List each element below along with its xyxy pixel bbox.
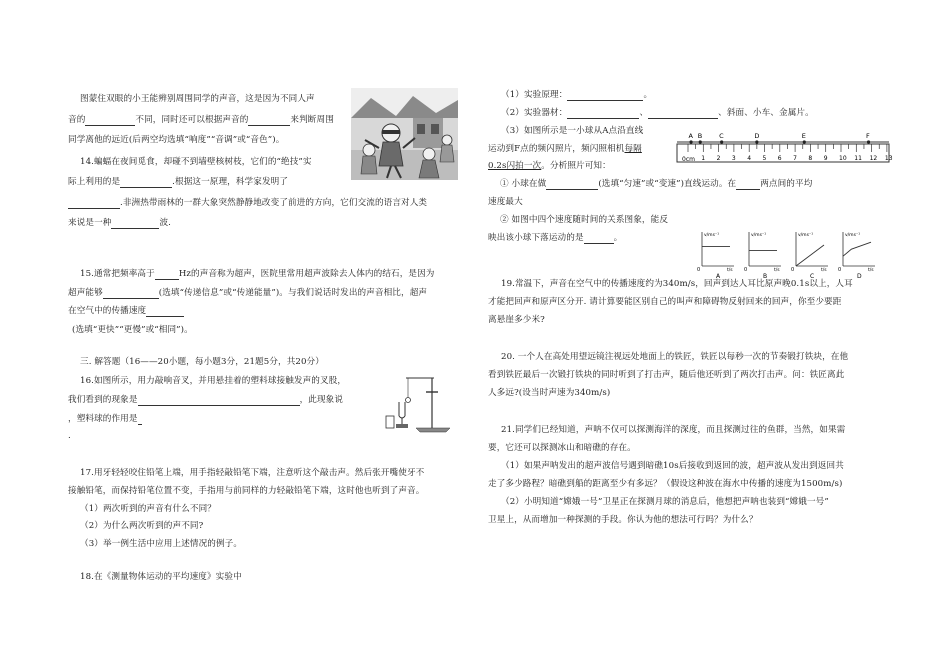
ruler-tick-label: 1 xyxy=(701,155,706,162)
q15-line2: 超声能够 (选填“传递信息”或“传递能量”)。与我们说话时发出的声音相比，超声 xyxy=(68,288,428,298)
strobe-point xyxy=(689,140,692,143)
q18-c2-line2: 映出该小球下落运动的是 。 xyxy=(488,233,623,243)
strobe-point-label: A xyxy=(688,132,694,140)
q14-blank3[interactable] xyxy=(111,218,159,229)
q18-equip-blank2[interactable] xyxy=(648,108,718,119)
vt-ylabel: v/ms⁻¹ xyxy=(798,233,814,238)
ruler-tick-label: 9 xyxy=(823,155,828,162)
q14-line4: 来说是一种 波. xyxy=(68,218,172,228)
section-3-heading: 三. 解答题（16——20小题，每小题3分，21题5分，共20分） xyxy=(80,357,324,367)
q21-sub2-line2: 卫星上，从而增加一种探测的手段。你认为他的想法可行吗？为什么？ xyxy=(488,515,758,525)
vt-ylabel: v/ms⁻¹ xyxy=(845,233,861,238)
q14-line1: 14.蝙蝠在夜间觅食，却碰不到墙壁核树枝，它们的“绝技”实 xyxy=(80,157,312,167)
strobe-point xyxy=(755,140,758,143)
q17-line2: 接触铅笔，而保持铅笔位置不变，手指用与前同样的力轻敲铅笔下端，这时他也听到了声音。 xyxy=(68,486,425,496)
vt-origin: 0 xyxy=(744,267,748,273)
vt-letter: C xyxy=(810,273,815,280)
q16-line1: 16.如图所示，用力敲响音叉，并用悬挂着的塑料球接触发声的叉股， xyxy=(80,376,347,386)
velocity-time-graphs xyxy=(694,222,884,280)
strobe-photo-ruler xyxy=(676,130,893,166)
q16-line2: 我们看到的现象是 ，此现象说 xyxy=(68,395,344,405)
q18-graph-blank[interactable] xyxy=(584,233,614,244)
q20-line3: 人多远?(设当时声速为340m/s) xyxy=(488,388,611,398)
ruler-tick-label: 5 xyxy=(762,155,767,162)
ruler-tick-label: 4 xyxy=(747,155,752,162)
ruler-tick-label: 11 xyxy=(854,155,862,162)
q18-part2: （2）实验器材： 、 、斜面、小车、金属片。 xyxy=(501,108,814,118)
strobe-point xyxy=(803,140,806,143)
ruler-tick-label: 10 xyxy=(839,155,847,162)
q17-sub3: （3）举一例生活中应用上述情况的例子。 xyxy=(80,539,243,549)
q18-heading: 18.在《测量物体运动的平均速度》实验中 xyxy=(80,572,242,582)
q17-sub1: （1）两次听到的声音有什么不同？ xyxy=(80,504,216,514)
vt-letter: A xyxy=(716,273,721,280)
q18-part3-line1: （3）如图所示是一小球从A点沿直线 xyxy=(501,126,644,136)
vt-origin: 0 xyxy=(697,267,701,273)
ruler-tick-label: 8 xyxy=(808,155,813,162)
q16-blank1[interactable] xyxy=(138,395,300,406)
vt-xlabel: t/s xyxy=(774,268,780,273)
q21-line1: 21.同学们已经知道，声呐不仅可以探测海洋的深度，而且探测过往的鱼群，当然，如果需 xyxy=(501,425,846,435)
q18-c1-line2: 速度最大 xyxy=(488,197,523,207)
tuning-fork-apparatus-figure xyxy=(378,372,454,434)
q18-part3-line2: 运动到F点的频闪照片，频闪照相机每隔 xyxy=(488,144,642,154)
ruler-unit-label: 0cm xyxy=(682,156,695,163)
q13-blank1[interactable] xyxy=(85,115,135,126)
q14-line3: .非洲热带雨林的一群大象突然静静地改变了前进的方向，它们交流的语言对人类 xyxy=(68,197,427,209)
vt-line xyxy=(843,242,871,256)
ruler-tick-label: 12 xyxy=(869,155,878,162)
q13-line2: 音的 不同，同时还可以根据声音的 来判断周围 xyxy=(68,115,334,125)
q18-points-blank[interactable] xyxy=(736,179,760,190)
q17-line1: 17.用牙轻轻咬住铅笔上端，用手指轻敲铅笔下端，注意听这个敲击声。然后张开嘴使牙不 xyxy=(80,468,425,478)
strobe-point xyxy=(867,140,870,143)
q15-blank2[interactable] xyxy=(103,288,159,299)
strobe-point-label: F xyxy=(866,132,870,140)
q18-motion-blank[interactable] xyxy=(546,179,598,190)
vt-graph-D xyxy=(838,232,875,280)
q19-line3: 离悬崖多少米? xyxy=(488,315,545,325)
vt-graph-A xyxy=(697,232,734,280)
q13-line1: 图蒙住双眼的小王能辨别周围同学的声音，这是因为不同人声 xyxy=(80,94,315,104)
q20-line1: 20. 一个人在高处用望远镜注视远处地面上的铁匠，铁匠以每秒一次的节奏锻打铁块，在他 xyxy=(501,352,849,362)
vt-ylabel: v/ms⁻¹ xyxy=(751,233,767,238)
q15-line3: 在空气中的传播速度 xyxy=(68,305,184,317)
q15-line1: 15.通常把频率高于 Hz的声音称为超声，医院里常用超声波除去人体内的结石，是因为 xyxy=(80,269,435,279)
vt-origin: 0 xyxy=(838,267,842,273)
q13-line3: 同学离他的远近(后两空均选填“响度”“音调”或“音色”)。 xyxy=(68,135,285,145)
q14-blank2[interactable] xyxy=(68,198,120,209)
vt-origin: 0 xyxy=(791,267,795,273)
q21-sub1-line1: （1）如果声呐发出的超声波信号遇到暗礁10s后接收到返回的波，超声波从发出到返回共 xyxy=(501,461,844,471)
q18-part1: （1）实验原理： 。 xyxy=(501,90,653,100)
q18-equip-blank1[interactable] xyxy=(567,108,639,119)
q13-blank2[interactable] xyxy=(248,115,290,126)
q18-c2-line1: ② 如图中四个速度随时间的关系图象，能反 xyxy=(500,215,669,225)
strobe-point xyxy=(720,140,723,143)
q15-line4: (选填“更快”“更慢”或“相同”)。 xyxy=(72,325,193,335)
ruler-tick-label: 2 xyxy=(716,155,721,162)
vt-line xyxy=(796,245,824,266)
q18-part3-line3: 0.2s闪拍一次。分析照片可知： xyxy=(488,161,611,171)
q21-sub2-line1: （2）小明知道“嫦娥一号”卫星正在探测月球的消息后，他想把声呐也装到“嫦娥一号” xyxy=(501,497,829,507)
q18-principle-blank[interactable] xyxy=(567,90,643,101)
vt-letter: B xyxy=(763,273,768,280)
q19-line1: 19.常温下，声音在空气中的传播速度约为340m/s，回声到达人耳比原声晚0.1s以上，人耳 xyxy=(501,279,853,289)
q21-line2: 要，它还可以探测冰山和暗礁的存在。 xyxy=(488,443,636,453)
blindfold-game-illustration xyxy=(351,88,458,180)
strobe-point-label: D xyxy=(754,132,760,140)
q14-line2: 际上利用的是 .根据这一原理，科学家发明了 xyxy=(68,177,289,187)
q14-blank1[interactable] xyxy=(120,177,172,188)
ruler-tick-label: 7 xyxy=(793,155,797,162)
q16-blank2[interactable] xyxy=(138,414,142,425)
ruler-tick-label: 13 xyxy=(884,155,893,162)
strobe-point xyxy=(699,140,702,143)
q17-sub2: （2）为什么两次听到的声不同? xyxy=(80,521,204,531)
strobe-point-label: C xyxy=(719,132,724,140)
vt-xlabel: t/s xyxy=(868,268,874,273)
q16-line3: ，塑料球的作用是 xyxy=(68,413,142,425)
q16-line4: . xyxy=(68,431,71,441)
strobe-point-label: E xyxy=(801,132,806,140)
vt-ylabel: v/ms⁻¹ xyxy=(704,233,720,238)
vt-xlabel: t/s xyxy=(821,268,827,273)
vt-xlabel: t/s xyxy=(727,268,733,273)
q19-line2: 才能把回声和原声区分开. 请计算要能区别自己的叫声和障碍物反射回来的回声，你至少要距 xyxy=(488,297,842,307)
vt-graph-B xyxy=(744,232,781,280)
vt-graph-C xyxy=(791,232,828,280)
ruler-tick-label: 6 xyxy=(777,155,782,162)
q18-c1-line1: ① 小球在做 (选填“匀速”或“变速”)直线运动。在 两点间的平均 xyxy=(500,179,813,189)
q15-blank1[interactable] xyxy=(155,269,179,280)
vt-letter: D xyxy=(857,273,862,280)
q15-blank3[interactable] xyxy=(146,306,184,317)
strobe-point-label: B xyxy=(697,132,703,140)
q20-line2: 看到铁匠最后一次锻打铁块的同时听到了打击声，随后他还听到了两次打击声。问：铁匠离此 xyxy=(488,370,845,380)
ruler-tick-label: 3 xyxy=(731,155,736,162)
q21-sub1-line2: 走了多少路程？暗礁到船的距离至少有多远？（假设这种波在海水中传播的速度为1500m/s) xyxy=(488,479,843,489)
